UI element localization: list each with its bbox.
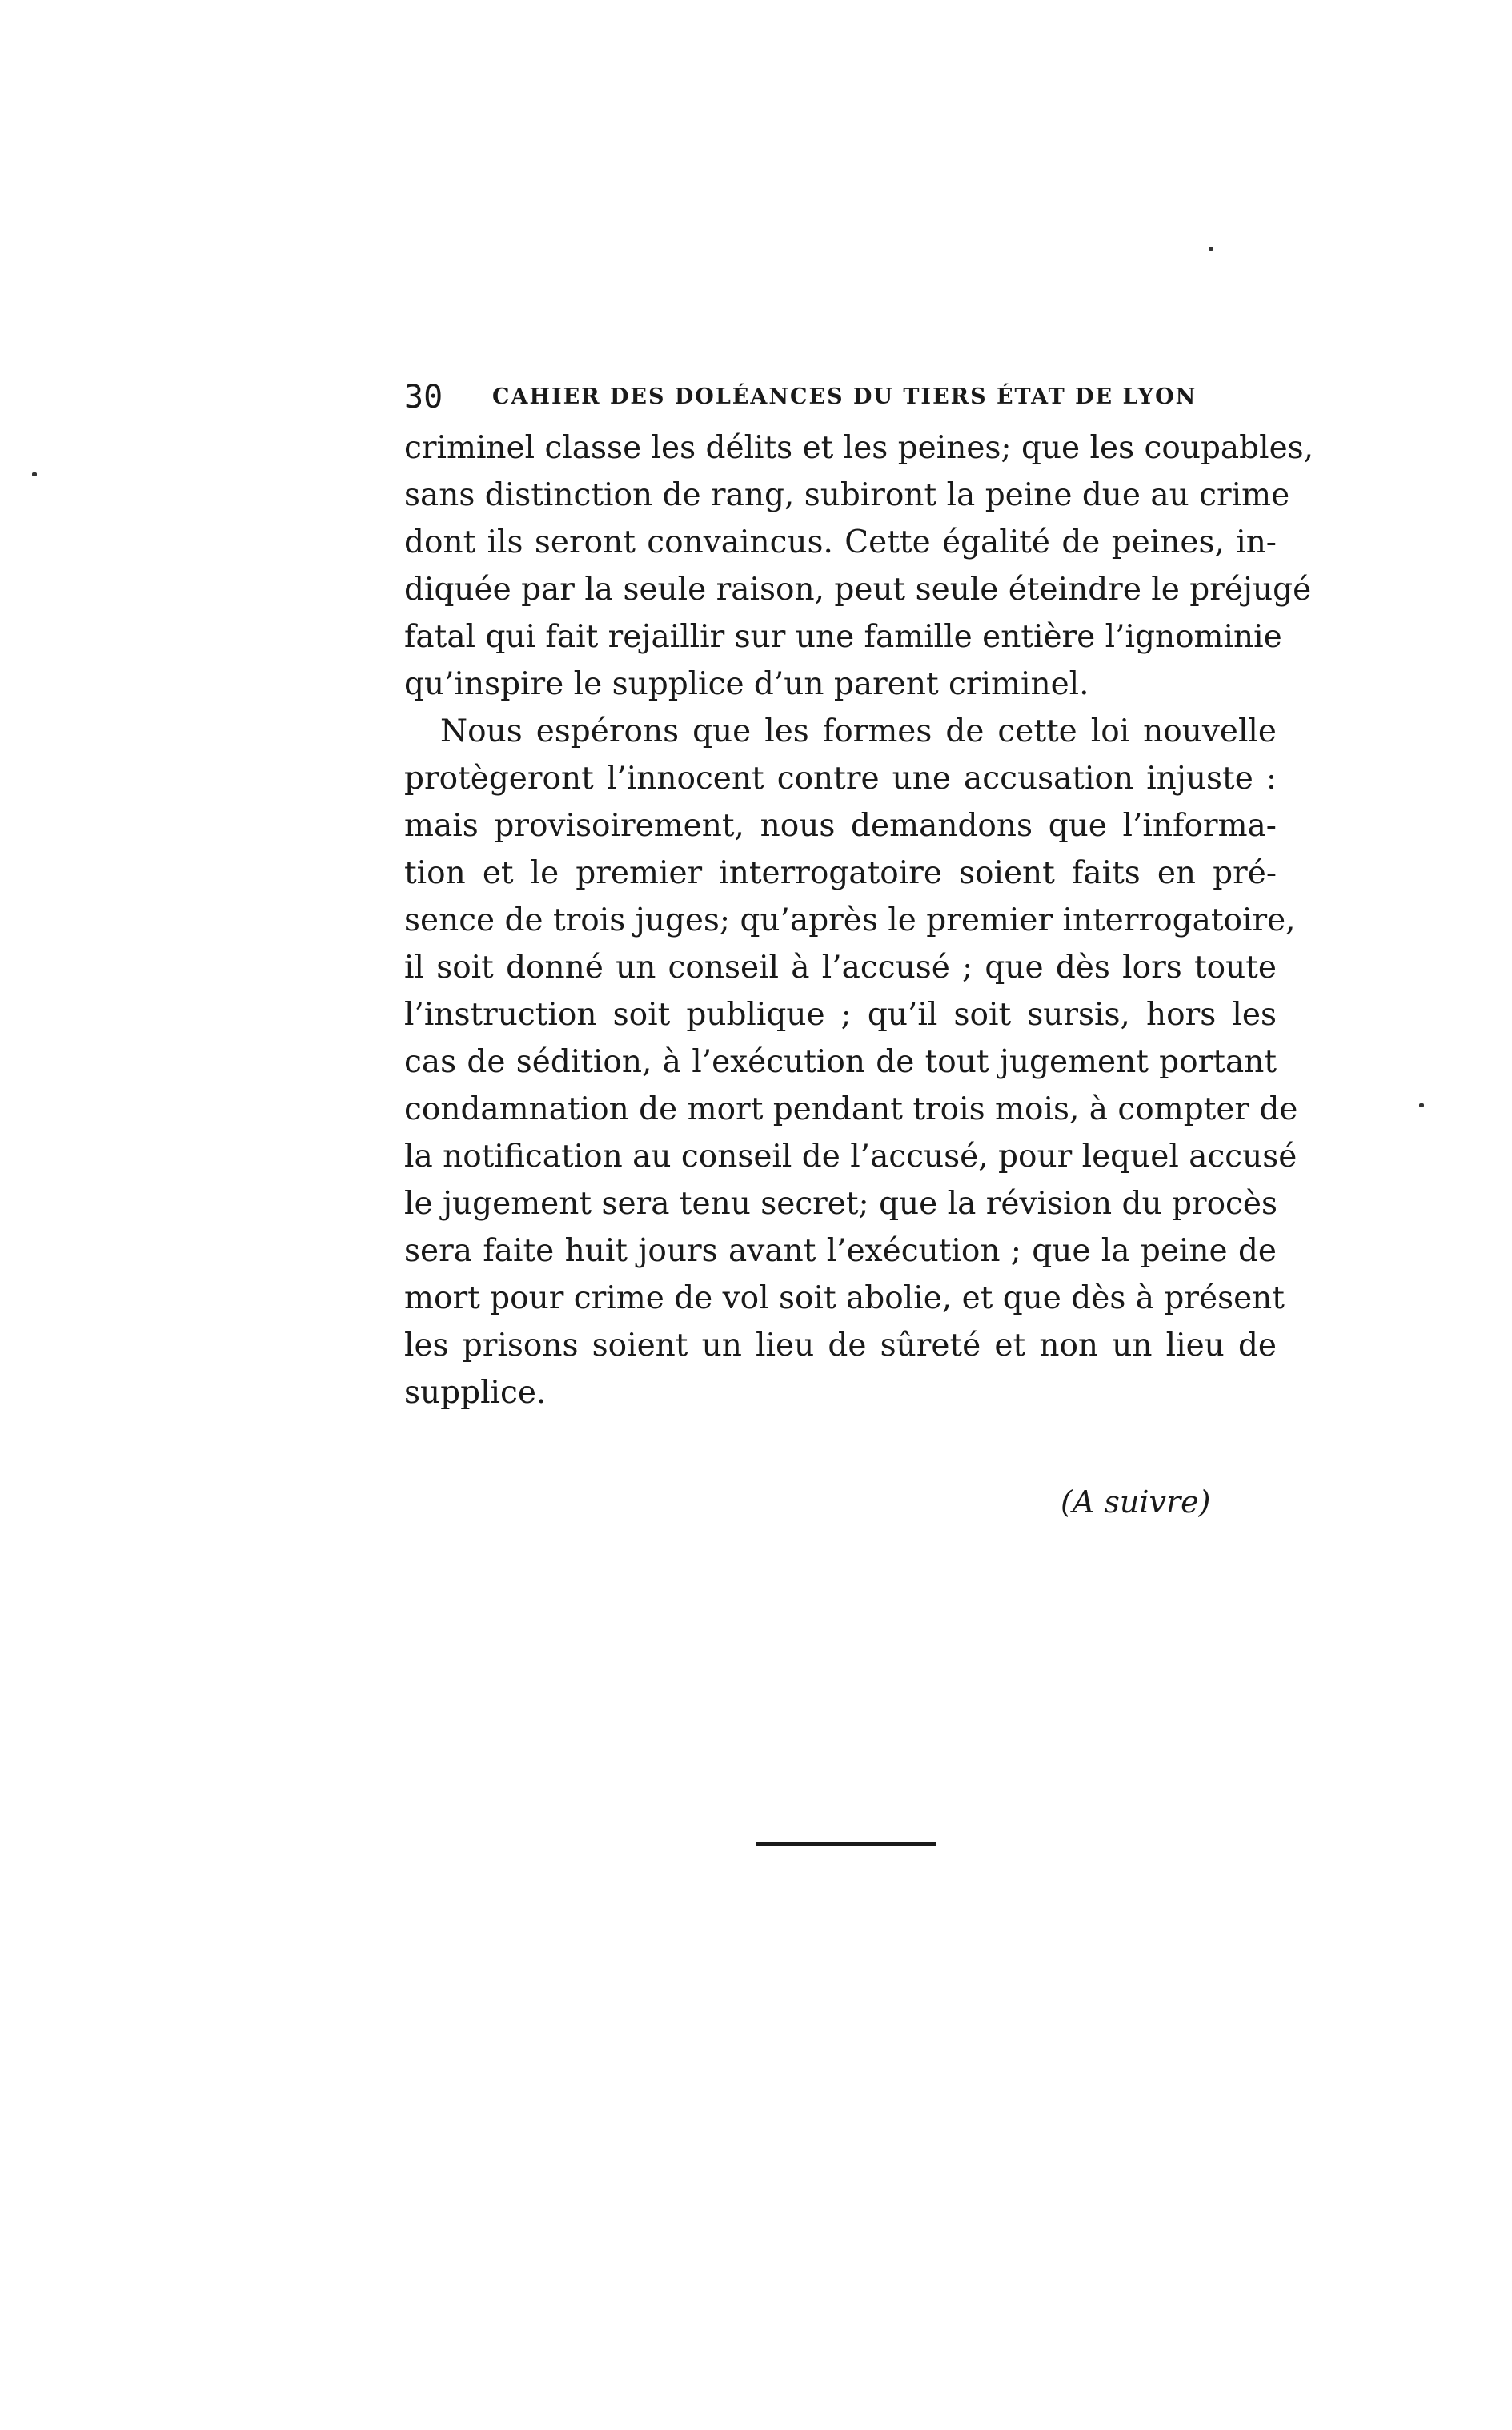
running-head: CAHIER DES DOLÉANCES DU TIERS ÉTAT DE LYON [492,384,1197,409]
print-speck [1419,1103,1424,1107]
text-line: le jugement sera tenu secret; que la révision du procès [404,1186,1277,1222]
text-line: condamnation de mort pendant trois mois, à compter de [404,1091,1298,1127]
print-speck [1209,247,1213,251]
text-line: la notification au conseil de l’accusé, pour lequel accusé [404,1139,1297,1175]
text-line: mais provisoirement, nous demandons que l’informa- [404,808,1277,844]
text-line: diquée par la seule raison, peut seule éteindre le préjugé [404,572,1312,608]
page-number: 30 [404,379,443,416]
body-text [404,424,1314,1416]
text-line: criminel classe les délits et les peines; que les coupables, [404,430,1314,466]
text-line: les prisons soient un lieu de sûreté et non un lieu de [404,1327,1277,1364]
text-line: sence de trois juges; qu’après le premier interrogatoire, [404,902,1296,938]
text-line: qu’inspire le supplice d’un parent criminel. [404,666,1089,702]
text-line: sera faite huit jours avant l’exécution ; que la peine de [404,1233,1277,1269]
print-speck [32,472,37,476]
text-line: dont ils seront convaincus. Cette égalité de peines, in- [404,524,1277,560]
text-line: supplice. [404,1375,547,1411]
text-line: sans distinction de rang, subiront la peine due au crime [404,477,1290,513]
text-line: cas de sédition, à l’exécution de tout jugement portant [404,1044,1277,1080]
text-line: tion et le premier interrogatoire soient faits en pré- [404,855,1277,891]
text-line: l’instruction soit publique ; qu’il soit sursis, hors les [404,997,1277,1033]
end-rule-divider [756,1842,936,1846]
continuation-note: (A suivre) [1061,1484,1211,1520]
text-line: Nous espérons que les formes de cette loi nouvelle [440,713,1277,749]
text-line: mort pour crime de vol soit abolie, et que dès à présent [404,1280,1285,1316]
page-header [404,375,1277,420]
text-line: fatal qui fait rejaillir sur une famille entière l’ignominie [404,619,1282,655]
text-line: protègeront l’innocent contre une accusation injuste : [404,761,1277,797]
text-line: il soit donné un conseil à l’accusé ; que dès lors toute [404,950,1277,986]
